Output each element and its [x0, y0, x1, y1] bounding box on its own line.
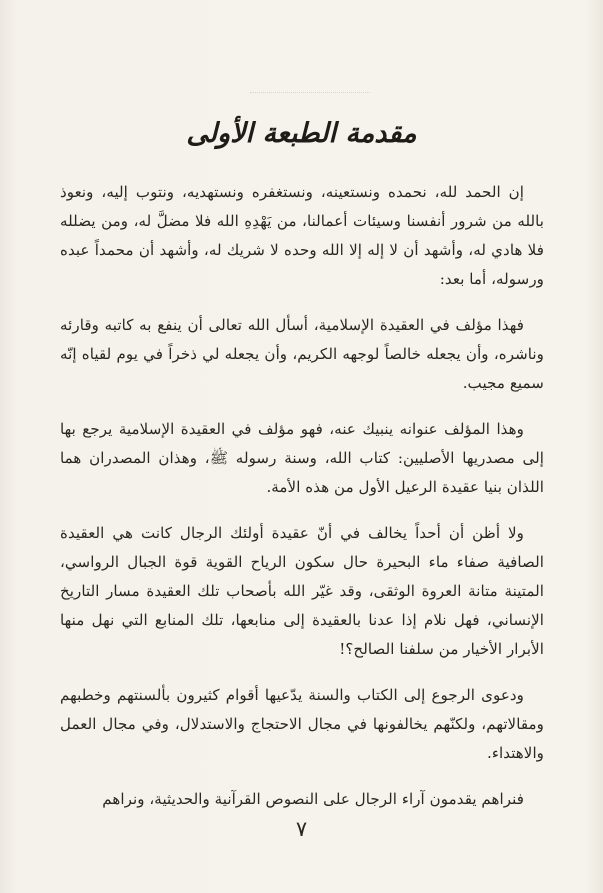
faint-header-trace — [250, 92, 370, 99]
paragraph-6: فنراهم يقدمون آراء الرجال على النصوص القرآنية والحديثية، ونراهم — [102, 790, 524, 808]
paragraph-2: فهذا مؤلف في العقيدة الإسلامية، أسأل الله تعالى أن ينفع به كاتبه وقارئه وناشره، وأن يجعله خالصاً لوجهه الكريم، وأن يجعله لي ذخراً في يوم لقياه إنّه سميع مجيب. — [60, 316, 544, 392]
paragraph-3: وهذا المؤلف عنوانه ينبيك عنه، فهو مؤلف في العقيدة الإسلامية يرجع بها إلى مصدريها الأصليين: كتاب الله، وسنة رسوله ﷺ، وهذان المصدران هما اللذان بنيا عقيدة الرعيل الأول من هذه الأمة. — [60, 420, 544, 496]
paragraph-1: إن الحمد لله، نحمده ونستعينه، ونستغفره ونستهديه، ونتوب إليه، ونعوذ بالله من شرور أنفسنا وسيئات أعمالنا، من يَهْدِهِ الله فلا مضلَّ له، ومن يضلله فلا هادي له، وأشهد أن لا إله إلا الله وحده لا شريك له، وأشهد أن محمداً عبده ورسوله، أما بعد: — [60, 183, 544, 288]
page-number: ٧ — [295, 817, 308, 841]
paragraph-5: ودعوى الرجوع إلى الكتاب والسنة يدّعيها أقوام كثيرون بألسنتهم وخطبهم ومقالاتهم، ولكنّهم يخالفونها في مجال الاحتجاج والاستدلال، وفي مجال العمل والاهتداء. — [60, 686, 544, 762]
paragraph-4: ولا أظن أن أحداً يخالف في أنّ عقيدة أولئك الرجال كانت هي العقيدة الصافية صفاء ماء البحيرة حال سكون الرياح القوية قوة الجبال الرواسي، المتينة متانة العروة الوثقى، وقد غيّر الله بأصحاب تلك العقيدة مسار التاريخ الإنساني، فهل نلام إذا عدنا بالعقيدة إلى منابعها، تلك المنابع التي نهل منها الأبرار الأخيار من سلفنا الصالح؟! — [60, 524, 544, 658]
body-text — [60, 178, 544, 831]
page-heading: مقدمة الطبعة الأولى — [186, 118, 417, 149]
